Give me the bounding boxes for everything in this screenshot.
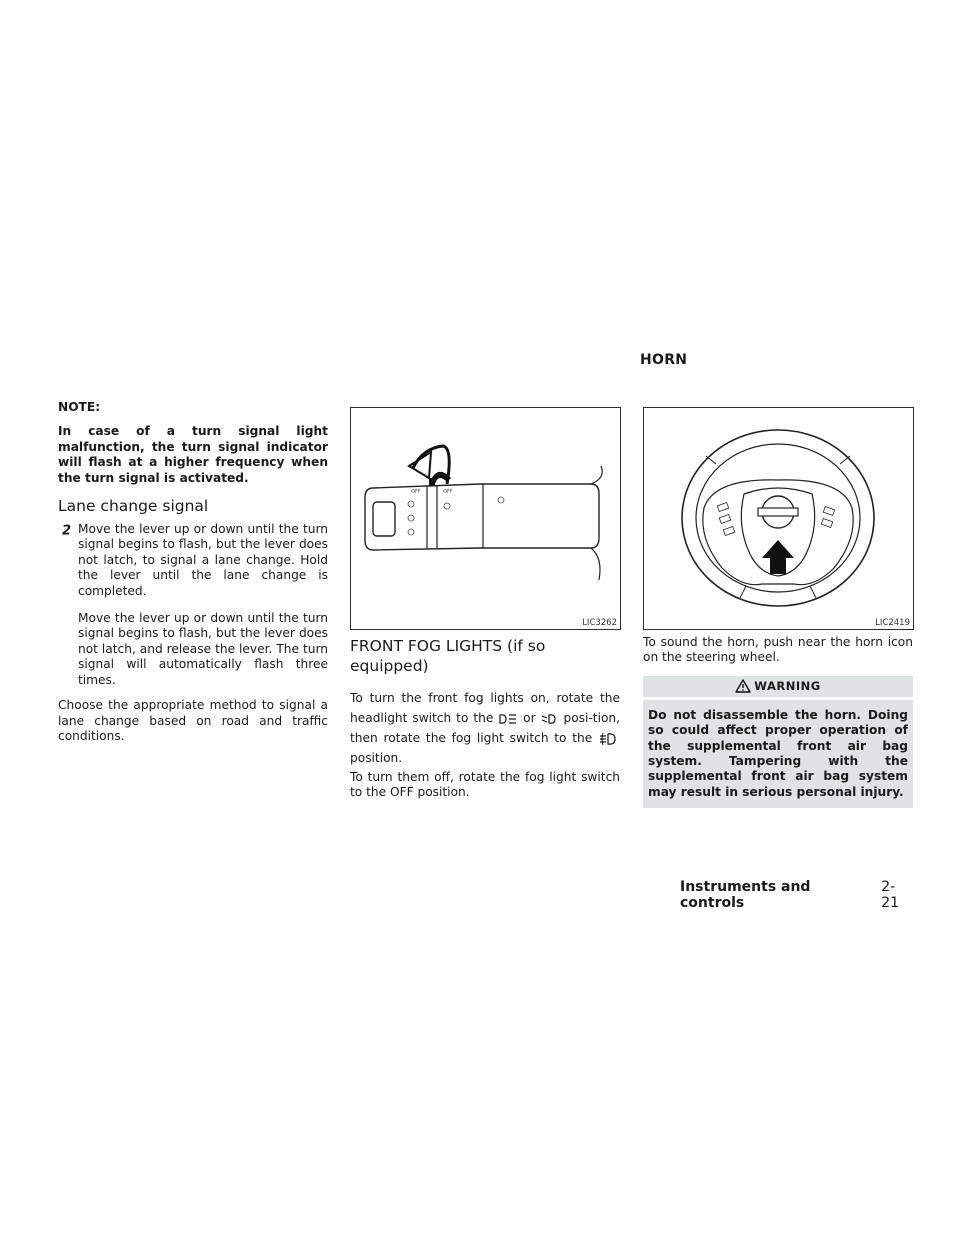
steering-wheel-figure — [643, 407, 914, 630]
svg-text:OFF: OFF — [411, 489, 421, 495]
figure-code: LIC2419 — [875, 618, 910, 628]
page-number: 2-21 — [881, 879, 900, 911]
warning-body: Do not disassemble the horn. Doing so could affect proper operation of the supplemental front air bag system. Tampering with the supplemental front air bag system may result in serious personal injury. — [643, 700, 913, 808]
note-body: In case of a turn signal light malfunction, the turn signal indicator will flash at a higher frequency when the turn signal is activated. — [58, 424, 328, 485]
steering-wheel-illustration — [644, 408, 913, 629]
note-label: NOTE: — [58, 400, 101, 414]
closing-paragraph: Choose the appropriate method to signal a lane change based on road and traffic conditions. — [58, 698, 328, 743]
fog-light-lever-illustration — [351, 408, 620, 629]
horn-paragraph: To sound the horn, push near the horn icon on the steering wheel. — [643, 635, 913, 665]
left-column — [58, 400, 328, 744]
right-column — [643, 635, 913, 808]
page-footer — [680, 879, 912, 911]
warning-label: WARNING — [754, 678, 821, 693]
circled-number-icon — [58, 522, 74, 538]
fog-lights-heading: FRONT FOG LIGHTS (if so equipped) — [350, 637, 546, 675]
middle-column — [350, 636, 620, 801]
list-item — [58, 522, 328, 688]
warning-box — [643, 676, 913, 808]
fog-on-paragraph: To turn the front fog lights on, rotate the headlight switch to the or posi-tion, then rotate the fog light switch to the position. — [350, 691, 621, 765]
svg-text:OFF: OFF — [443, 489, 453, 495]
warning-header — [643, 676, 913, 697]
fog-off-paragraph: To turn them off, rotate the fog light switch to the OFF position. — [350, 770, 620, 800]
fog-light-switch-figure — [350, 407, 621, 630]
item-paragraph-1: Move the lever up or down until the turn signal begins to flash, but the lever does not latch, to signal a lane change. Hold the lever until the lane change is completed. — [78, 522, 328, 598]
figure-code: LIC3262 — [582, 618, 617, 628]
chapter-title: Instruments and controls — [680, 879, 811, 911]
lane-change-heading: Lane change signal — [58, 497, 209, 516]
fog-light-icon — [598, 732, 620, 746]
item-number: 2 — [62, 523, 72, 539]
low-beam-icon — [541, 713, 559, 725]
headlight-icon — [498, 713, 518, 725]
item-number-circle — [58, 522, 78, 542]
warning-triangle-icon — [735, 679, 751, 693]
item-paragraph-2: Move the lever up or down until the turn signal begins to flash, but the lever does not latch, and release the lever. The turn signal will automatically flash three times. — [78, 611, 328, 687]
horn-section-title: HORN — [640, 352, 688, 368]
